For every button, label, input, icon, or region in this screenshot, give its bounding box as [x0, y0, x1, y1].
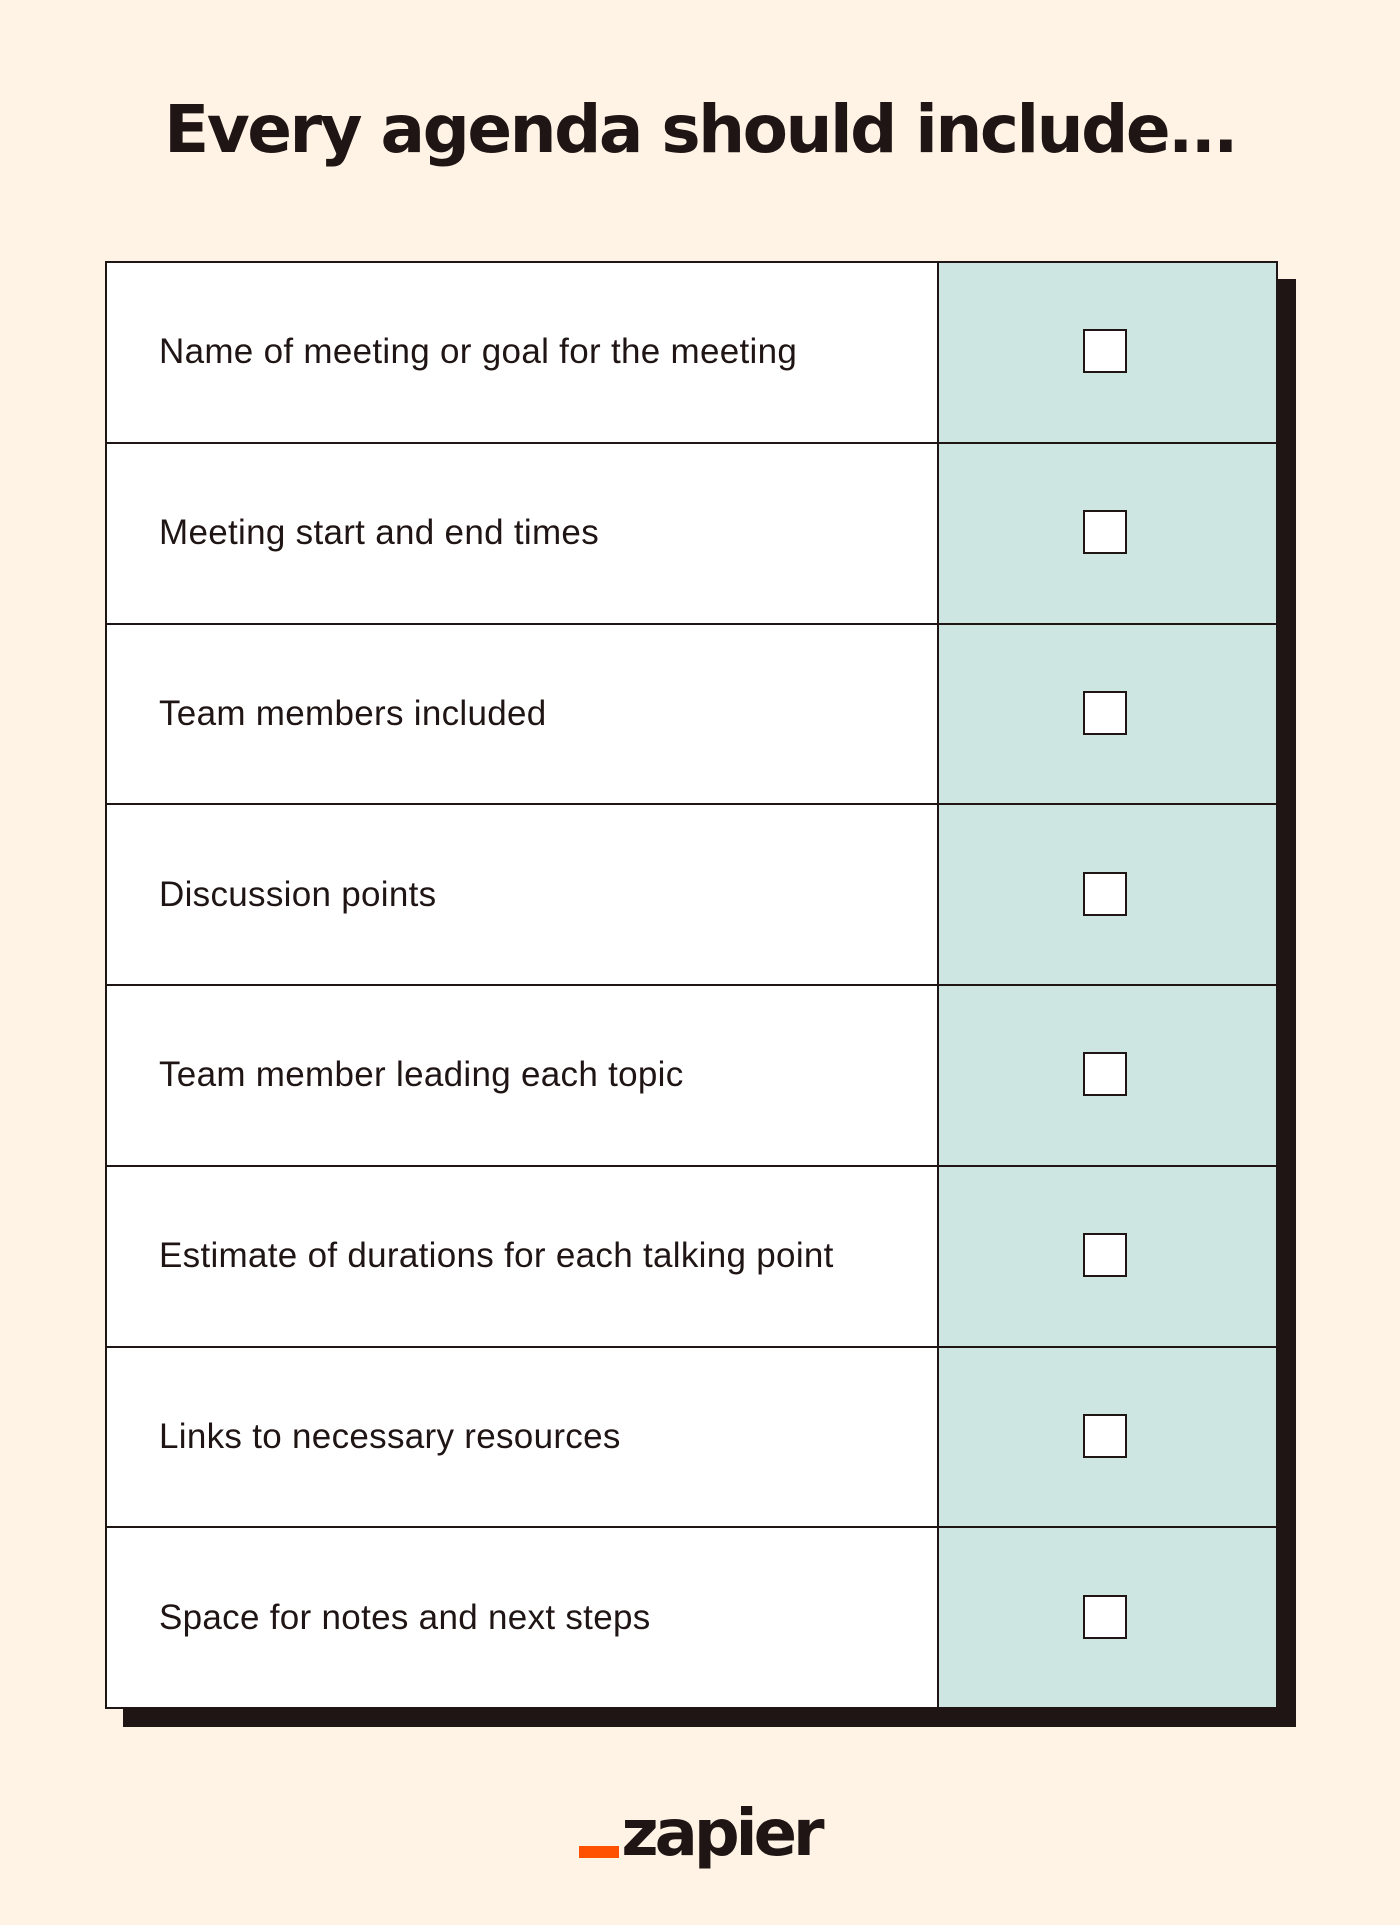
checklist-table	[105, 261, 1278, 1709]
checkbox-cell	[937, 1528, 1276, 1707]
logo-wordmark: zapier	[621, 1797, 821, 1871]
checklist-item-label: Space for notes and next steps	[107, 1528, 937, 1707]
checkbox-cell	[937, 625, 1276, 804]
checkbox[interactable]	[1083, 1233, 1127, 1277]
checklist-row	[107, 803, 1276, 984]
checkbox[interactable]	[1083, 1595, 1127, 1639]
checkbox-cell	[937, 263, 1276, 442]
checkbox-cell	[937, 1348, 1276, 1527]
checkbox[interactable]	[1083, 1052, 1127, 1096]
checklist-row	[107, 1165, 1276, 1346]
checklist-row	[107, 1526, 1276, 1707]
checklist-item-label: Team members included	[107, 625, 937, 804]
checklist-item-label: Name of meeting or goal for the meeting	[107, 263, 937, 442]
checklist-item-label: Team member leading each topic	[107, 986, 937, 1165]
checkbox-cell	[937, 986, 1276, 1165]
checklist-row	[107, 263, 1276, 442]
logo-underscore-icon	[579, 1846, 619, 1858]
checkbox-cell	[937, 1167, 1276, 1346]
checklist-container	[105, 261, 1278, 1709]
checkbox-cell	[937, 444, 1276, 623]
checkbox[interactable]	[1083, 510, 1127, 554]
logo-mark	[579, 1797, 821, 1871]
checklist-item-label: Links to necessary resources	[107, 1348, 937, 1527]
checkbox[interactable]	[1083, 329, 1127, 373]
checkbox-cell	[937, 805, 1276, 984]
checklist-row	[107, 623, 1276, 804]
checklist-item-label: Estimate of durations for each talking point	[107, 1167, 937, 1346]
checklist-row	[107, 442, 1276, 623]
checklist-item-label: Discussion points	[107, 805, 937, 984]
page-title: Every agenda should include...	[164, 91, 1236, 168]
zapier-logo	[0, 1796, 1400, 1871]
checklist-row	[107, 984, 1276, 1165]
checklist-row	[107, 1346, 1276, 1527]
checkbox[interactable]	[1083, 872, 1127, 916]
checklist-item-label: Meeting start and end times	[107, 444, 937, 623]
checkbox[interactable]	[1083, 1414, 1127, 1458]
checkbox[interactable]	[1083, 691, 1127, 735]
